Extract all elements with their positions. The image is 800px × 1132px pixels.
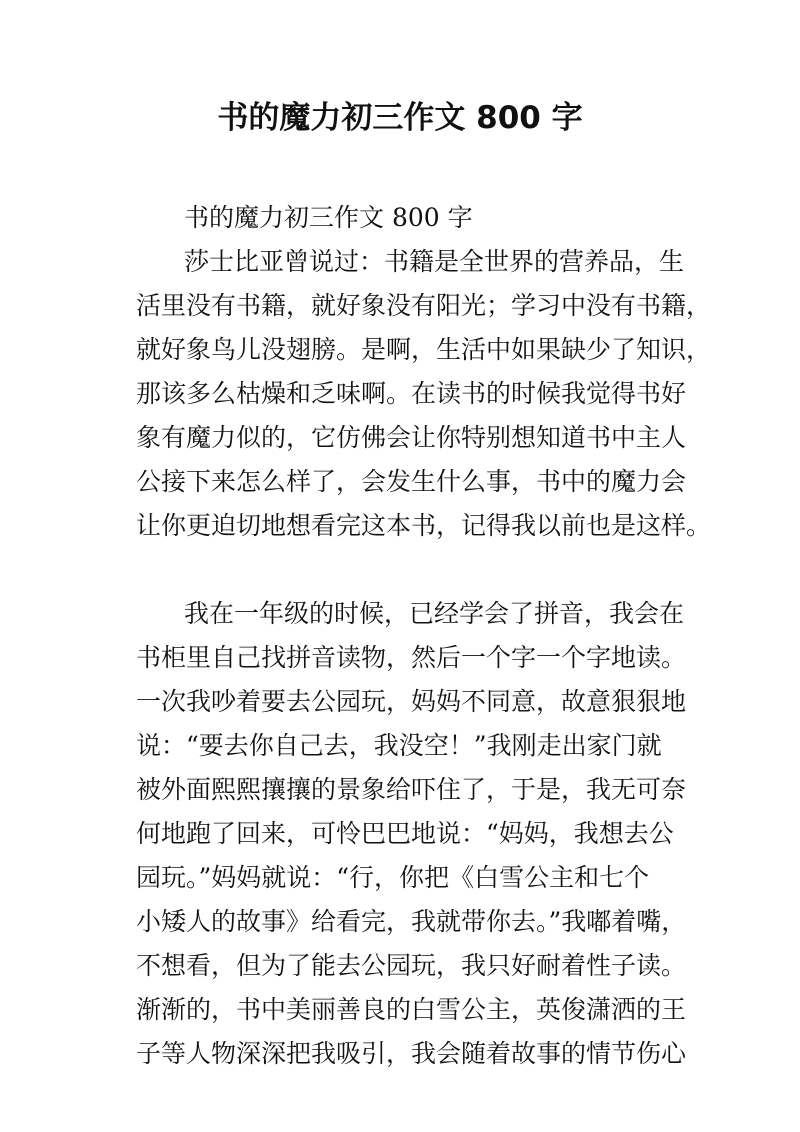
paragraph-line: 园玩。”妈妈就说：“行，你把《白雪公主和七个 xyxy=(136,863,650,892)
paragraph-line: 那该多么枯燥和乏味啊。在读书的时候我觉得书好 xyxy=(136,379,687,408)
paragraph-line: 何地跑了回来，可怜巴巴地说：“妈妈，我想去公 xyxy=(136,819,674,848)
paragraph-line: 不想看，但为了能去公园玩，我只好耐着性子读。 xyxy=(136,951,687,980)
paragraph-line: 小矮人的故事》给看完，我就带你去。”我嘟着嘴， xyxy=(136,907,687,936)
document-title: 书的魔力初三作文 800 字 xyxy=(217,100,583,136)
paragraph-line: 活里没有书籍，就好象没有阳光；学习中没有书籍， xyxy=(136,291,712,320)
paragraph-line: 就好象鸟儿没翅膀。是啊，生活中如果缺少了知识， xyxy=(136,335,712,364)
paragraph-line: 一次我吵着要去公园玩，妈妈不同意，故意狠狠地 xyxy=(136,687,687,716)
paragraph-line: 公接下来怎么样了，会发生什么事，书中的魔力会 xyxy=(136,467,687,496)
paragraph-line: 象有魔力似的，它仿佛会让你特别想知道书中主人 xyxy=(136,423,687,452)
paragraph-line: 渐渐的，书中美丽善良的白雪公主，英俊潇洒的王 xyxy=(136,995,687,1024)
paragraph-line: 莎士比亚曾说过：书籍是全世界的营养品，生 xyxy=(184,247,685,276)
paragraph-line: 书柜里自己找拼音读物，然后一个字一个字地读。 xyxy=(136,643,687,672)
paragraph-line: 我在一年级的时候，已经学会了拼音，我会在 xyxy=(184,599,685,628)
paragraph-line: 说：“要去你自己去，我没空！”我刚走出家门就 xyxy=(136,731,662,760)
paragraph-line: 书的魔力初三作文 800 字 xyxy=(184,203,473,232)
paragraph-line: 子等人物深深把我吸引，我会随着故事的情节伤心 xyxy=(136,1039,687,1068)
paragraph-line: 让你更迫切地想看完这本书，记得我以前也是这样。 xyxy=(136,511,712,540)
paragraph-gap xyxy=(136,548,686,592)
paragraph-line: 被外面熙熙攘攘的景象给吓住了，于是，我无可奈 xyxy=(136,775,687,804)
document-body xyxy=(136,196,712,1076)
